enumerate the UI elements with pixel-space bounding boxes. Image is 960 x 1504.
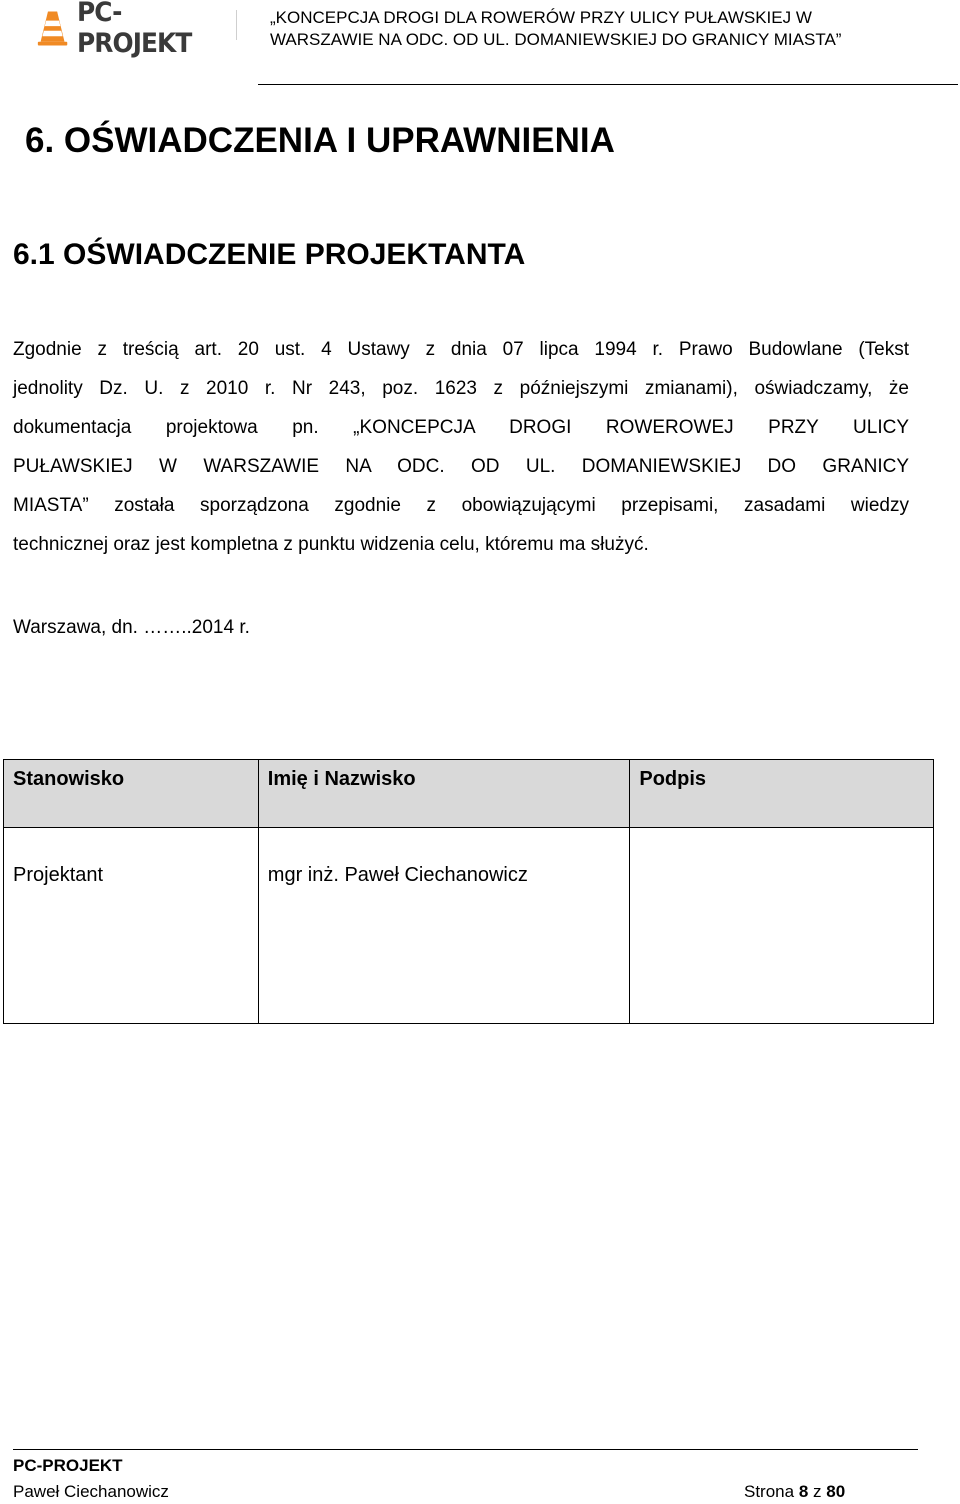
page-separator: z — [813, 1482, 822, 1501]
page-number — [744, 1480, 845, 1504]
signature-table — [3, 759, 934, 1024]
page-prefix: Strona — [744, 1482, 795, 1501]
document-title-line-2: WARSZAWIE NA ODC. OD UL. DOMANIEWSKIEJ DO GRANICY MIASTA” — [270, 30, 842, 49]
traffic-cone-icon — [36, 8, 69, 48]
footer-author: Paweł Ciechanowicz — [13, 1482, 169, 1501]
header-divider — [258, 84, 958, 85]
statement-line: PUŁAWSKIEJ W WARSZAWIE NA ODC. OD UL. DOMANIEWSKIEJ DO GRANICY — [13, 456, 909, 477]
page-current: 8 — [798, 1482, 809, 1501]
place-and-date: Warszawa, dn. ……..2014 r. — [13, 617, 250, 638]
logo-divider — [236, 10, 237, 40]
cell-name: mgr inż. Paweł Ciechanowicz — [258, 828, 630, 1024]
logo-wordmark: PC-PROJEKT — [77, 0, 192, 59]
cell-signature — [630, 828, 934, 1024]
table-row — [4, 828, 934, 1024]
subsection-heading: 6.1 OŚWIADCZENIE PROJEKTANTA — [13, 238, 526, 271]
column-header-signature: Podpis — [630, 760, 934, 828]
footer-divider — [13, 1449, 918, 1450]
cell-position: Projektant — [4, 828, 259, 1024]
document-title-line-1: „KONCEPCJA DROGI DLA ROWERÓW PRZY ULICY PUŁAWSKIEJ W — [270, 8, 812, 27]
statement-line: MIASTA” została sporządzona zgodnie z obowiązującymi przepisami, zasadami wiedzy — [13, 495, 909, 516]
statement-line: Zgodnie z treścią art. 20 ust. 4 Ustawy z dnia 07 lipca 1994 r. Prawo Budowlane (Tekst — [13, 339, 909, 360]
designer-statement — [13, 330, 909, 564]
document-title — [270, 7, 910, 51]
statement-line: jednolity Dz. U. z 2010 r. Nr 243, poz. 1623 z późniejszymi zmianami), oświadczamy, że — [13, 378, 909, 399]
column-header-position: Stanowisko — [4, 760, 259, 828]
statement-line: technicznej oraz jest kompletna z punktu widzenia celu, któremu ma służyć. — [13, 534, 649, 555]
footer-company: PC-PROJEKT — [13, 1456, 123, 1475]
company-logo — [36, 0, 236, 59]
page-total: 80 — [826, 1482, 846, 1501]
column-header-name: Imię i Nazwisko — [258, 760, 630, 828]
table-header-row — [4, 760, 934, 828]
section-heading: 6. OŚWIADCZENIA I UPRAWNIENIA — [25, 121, 615, 160]
statement-line: dokumentacja projektowa pn. „KONCEPCJA DROGI ROWEROWEJ PRZY ULICY — [13, 417, 909, 438]
page-header — [0, 0, 960, 88]
